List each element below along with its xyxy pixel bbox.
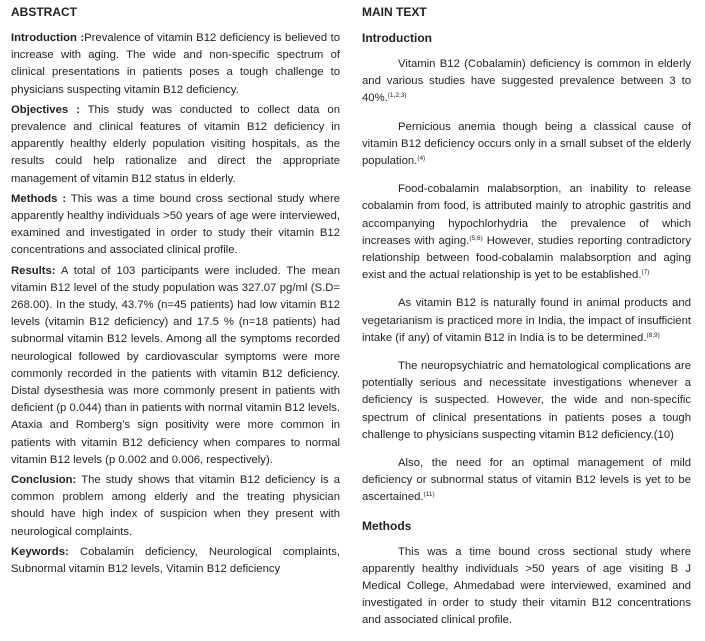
intro-paragraph bbox=[362, 119, 691, 171]
abstract-heading: ABSTRACT bbox=[11, 5, 77, 19]
abstract-introduction-text: Prevalence of vitamin B12 deficiency is believed to increase with aging. The wide and non-specific spectrum of clinical presentations in patients poses a tough challenge to physicians suspecting vitamin B12 deficiency. bbox=[11, 32, 340, 96]
intro-paragraph bbox=[362, 181, 691, 284]
abstract-conclusion bbox=[11, 472, 340, 541]
abstract-keywords bbox=[11, 544, 340, 578]
abstract-results bbox=[11, 263, 340, 469]
intro-paragraph-text: Pernicious anemia though being a classical cause of vitamin B12 deficiency occurs only in a small subset of the elderly population. bbox=[362, 120, 691, 168]
citation: (5,6) bbox=[469, 234, 483, 242]
abstract-introduction bbox=[11, 30, 340, 99]
abstract-methods bbox=[11, 191, 340, 260]
intro-paragraph-text: Also, the need for an optimal management of mild deficiency or subnormal status of vitamin B12 levels is yet to be ascertained. bbox=[362, 457, 691, 504]
abstract-keywords-label: Keywords: bbox=[11, 545, 69, 558]
intro-paragraph-text: Vitamin B12 (Cobalamin) deficiency is common in elderly and various studies have suggested prevalence between 3 to 40%. bbox=[362, 58, 691, 105]
introduction-heading: Introduction bbox=[362, 31, 432, 45]
abstract-objectives bbox=[11, 102, 340, 188]
intro-paragraph-text: As vitamin B12 is naturally found in animal products and vegetarianism is practiced more in India, the impact of insufficient intake (if any) of vitamin B12 in India is to be determined. bbox=[362, 297, 691, 344]
abstract-results-label: Results: bbox=[11, 264, 56, 277]
abstract-objectives-label: Objectives : bbox=[11, 103, 80, 116]
intro-paragraph-text: The neuropsychiatric and hematological complications are potentially serious and necessitate investigations whenever a deficiency is suspected. However, the wide and non-specific spectrum of clinical presentations in patients poses a tough challenge to physicians suspecting vitamin B12 deficiency.(10) bbox=[362, 360, 691, 441]
abstract-introduction-label: Introduction : bbox=[11, 32, 85, 44]
abstract-objectives-text: This study was conducted to collect data on prevalence and clinical features of vitamin B12 deficiency in apparently healthy elderly population visiting hospitals, as the results could help rationalize and direct the appropriate management of vitamin B12 status in elderly. bbox=[11, 103, 340, 185]
intro-paragraph-text: Food-cobalamin malabsorption, an inability to release cobalamin from food, is attributed mainly to atrophic gastritis and accompanying hypochlorhydria the prevalence of which increases with aging. bbox=[362, 183, 691, 247]
abstract-methods-label: Methods : bbox=[11, 192, 67, 205]
abstract-methods-text: This was a time bound cross sectional study where apparently healthy individuals >50 years of age were interviewed, examined and investigated in order to study their vitamin B12 concentrations and associated clinical profile. bbox=[11, 192, 341, 257]
citation: (7) bbox=[641, 269, 650, 277]
intro-paragraph bbox=[362, 455, 691, 507]
methods-heading: Methods bbox=[362, 518, 412, 533]
citation: (1,2,3) bbox=[387, 92, 407, 100]
abstract-keywords-text: Cobalamin deficiency, Neurological complaints, Subnormal vitamin B12 levels, Vitamin B12 deficiency bbox=[11, 545, 340, 576]
abstract-results-text: A total of 103 participants were included. The mean vitamin B12 level of the study population was 327.07 pg/ml (S.D= 268.00). In the study, 43.7% (n=45 patients) had low vitamin B12 levels (vitamin B12 deficiency) and 17.5 % (n=18 patients) had subnormal vitamin B12 levels. Among all the symptoms recorded neurological followed by cardiovascular symptoms were more commonly recorded in the patients with vitamin B12 deficiency. Distal dysesthesia was more commonly present in patients with deficient (p 0.044) than in patients with normal vitamin B12 levels. Ataxia and Romberg’s sign positivity were more common in patients with vitamin B12 deficiency when compares to normal vitamin B12 levels (p 0.002 and 0.006, respectively). bbox=[11, 264, 340, 466]
citation: (4) bbox=[417, 155, 426, 163]
citation: (11) bbox=[423, 491, 435, 499]
intro-paragraph bbox=[362, 295, 691, 347]
intro-paragraph bbox=[362, 56, 691, 108]
citation: (8,9) bbox=[646, 331, 660, 339]
intro-paragraph-text: However, studies reporting contradictory relationship between food-cobalamin malabsorption and aging exist and the actual relationship is yet to be established. bbox=[362, 234, 691, 282]
abstract-conclusion-label: Conclusion: bbox=[11, 474, 77, 487]
methods-paragraph-text: This was a time bound cross sectional study where apparently healthy individuals >50 years of age visiting B J Medical College, Ahmedabad were interviewed, examined and investigated in order to study their vitamin B12 concentrations and associated clinical profile. bbox=[362, 545, 691, 627]
abstract-conclusion-text: The study shows that vitamin B12 deficiency is a common problem among elderly and the treating physician should have high index of suspicion when they present with neurological complaints. bbox=[11, 474, 340, 538]
abstract-column bbox=[11, 4, 340, 581]
main-text-heading: MAIN TEXT bbox=[362, 5, 427, 19]
main-text-column bbox=[362, 4, 691, 641]
methods-paragraph bbox=[362, 544, 691, 630]
intro-paragraph bbox=[362, 358, 691, 444]
